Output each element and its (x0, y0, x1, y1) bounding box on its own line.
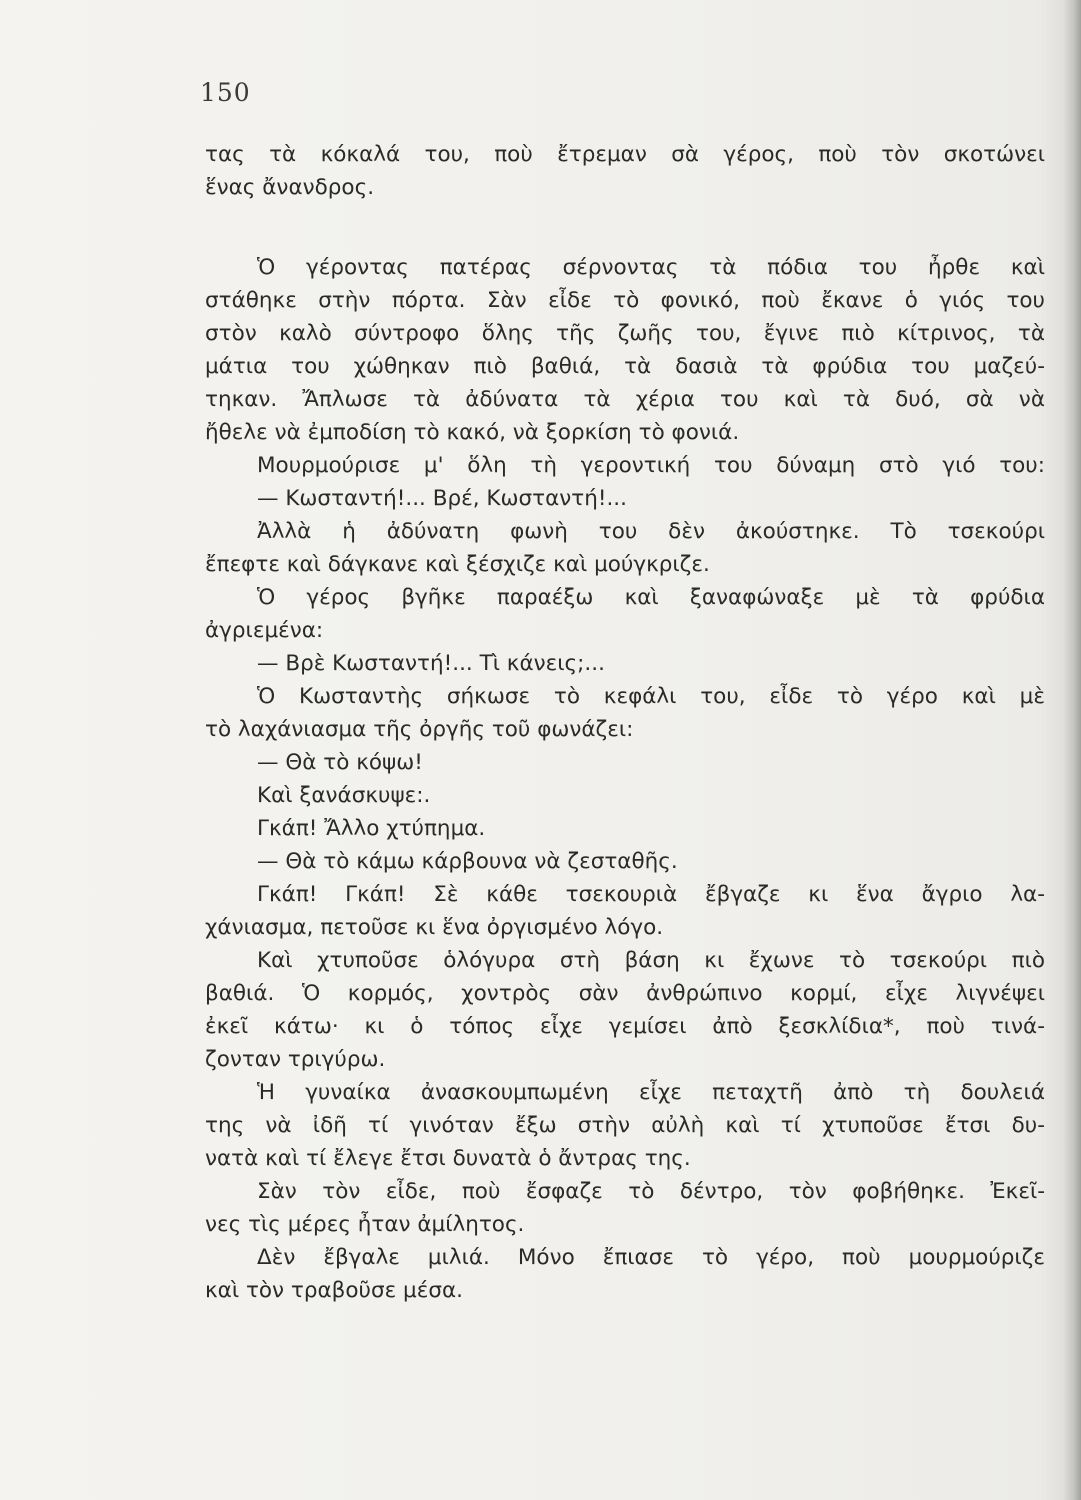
text-line: Καὶ ξανάσκυψε:. (257, 783, 431, 808)
text-line: Γκάπ! Γκάπ! Σὲ κάθε τσεκουριὰ ἔβγαζε κι ἕνα ἄγριο λα- (257, 882, 1045, 907)
page-number: 150 (200, 78, 251, 107)
text-line: Καὶ χτυποῦσε ὁλόγυρα στὴ βάση κι ἔχωνε τὸ τσεκούρι πιὸ (257, 948, 1045, 973)
text-line: ἕνας ἄνανδρος. (205, 175, 375, 200)
text-line: — Βρὲ Κωσταντή!... Τὶ κάνεις;... (257, 651, 605, 676)
text-line: τηκαν. Ἄπλωσε τὰ ἀδύνατα τὰ χέρια του καὶ τὰ δυό, σὰ νὰ (205, 387, 1045, 412)
page-edge-shadow (1063, 0, 1081, 1500)
text-line: ζονταν τριγύρω. (205, 1047, 386, 1072)
body-text (205, 138, 1045, 1307)
text-line: βαθιά. Ὁ κορμός, χοντρὸς σὰν ἀνθρώπινο κορμί, εἶχε λιγνέψει (205, 981, 1045, 1006)
text-line: χάνιασμα, πετοῦσε κι ἕνα ὀργισμένο λόγο. (205, 915, 664, 940)
text-line: νατὰ καὶ τί ἔλεγε ἔτσι δυνατὰ ὁ ἄντρας της. (205, 1146, 691, 1171)
text-line: Μουρμούρισε μ' ὅλη τὴ γεροντική του δύναμη στὸ γιό του: (257, 453, 1045, 478)
text-line: Δὲν ἔβγαλε μιλιά. Μόνο ἔπιασε τὸ γέρο, ποὺ μουρμούριζε (257, 1245, 1045, 1270)
text-line: Ὁ γέρος βγῆκε παραέξω καὶ ξαναφώναξε μὲ τὰ φρύδια (257, 585, 1045, 610)
text-line: Ὁ Κωσταντὴς σήκωσε τὸ κεφάλι του, εἶδε τὸ γέρο καὶ μὲ (257, 684, 1045, 709)
text-line: ἤθελε νὰ ἐμποδίση τὸ κακό, νὰ ξορκίση τὸ φονιά. (205, 420, 740, 445)
text-line: της νὰ ἰδῆ τί γινόταν ἔξω στὴν αὐλὴ καὶ τί χτυποῦσε ἔτσι δυ- (205, 1113, 1045, 1138)
paragraph-gap (205, 204, 1045, 251)
text-line: μάτια του χώθηκαν πιὸ βαθιά, τὰ δασιὰ τὰ φρύδια του μαζεύ- (205, 354, 1045, 379)
text-line: — Θὰ τὸ κόψω! (257, 750, 423, 775)
text-line: ἀγριεμένα: (205, 618, 324, 643)
text-line: καὶ τὸν τραβοῦσε μέσα. (205, 1278, 463, 1303)
text-line: ἐκεῖ κάτω· κι ὁ τόπος εἶχε γεμίσει ἀπὸ ξεσκλίδια*, ποὺ τινά- (205, 1014, 1045, 1039)
text-line: Γκάπ! Ἄλλο χτύπημα. (257, 816, 486, 841)
text-line: — Κωσταντή!... Βρέ, Κωσταντή!... (257, 486, 627, 511)
text-line: τὸ λαχάνιασμα τῆς ὀργῆς τοῦ φωνάζει: (205, 717, 634, 742)
text-line: τας τὰ κόκαλά του, ποὺ ἔτρεμαν σὰ γέρος, ποὺ τὸν σκοτώνει (205, 142, 1045, 167)
text-line: — Θὰ τὸ κάμω κάρβουνα νὰ ζεσταθῆς. (257, 849, 678, 874)
text-line: Ἡ γυναίκα ἀνασκουμπωμένη εἶχε πεταχτῆ ἀπὸ τὴ δουλειά (257, 1080, 1045, 1105)
text-line: νες τὶς μέρες ἦταν ἀμίλητος. (205, 1212, 525, 1237)
text-line: Ἀλλὰ ἡ ἀδύνατη φωνὴ του δὲν ἀκούστηκε. Τὸ τσεκούρι (257, 519, 1045, 544)
text-line: Ὁ γέροντας πατέρας σέρνοντας τὰ πόδια του ἦρθε καὶ (257, 255, 1045, 280)
text-line: Σὰν τὸν εἶδε, ποὺ ἔσφαζε τὸ δέντρο, τὸν φοβήθηκε. Ἐκεῖ- (257, 1179, 1045, 1204)
text-line: ἔπεφτε καὶ δάγκανε καὶ ξέσχιζε καὶ μούγκριζε. (205, 552, 710, 577)
text-line: στὸν καλὸ σύντροφο ὅλης τῆς ζωῆς του, ἔγινε πιὸ κίτρινος, τὰ (205, 321, 1045, 346)
text-line: στάθηκε στὴν πόρτα. Σὰν εἶδε τὸ φονικό, ποὺ ἔκανε ὁ γιός του (205, 288, 1045, 313)
